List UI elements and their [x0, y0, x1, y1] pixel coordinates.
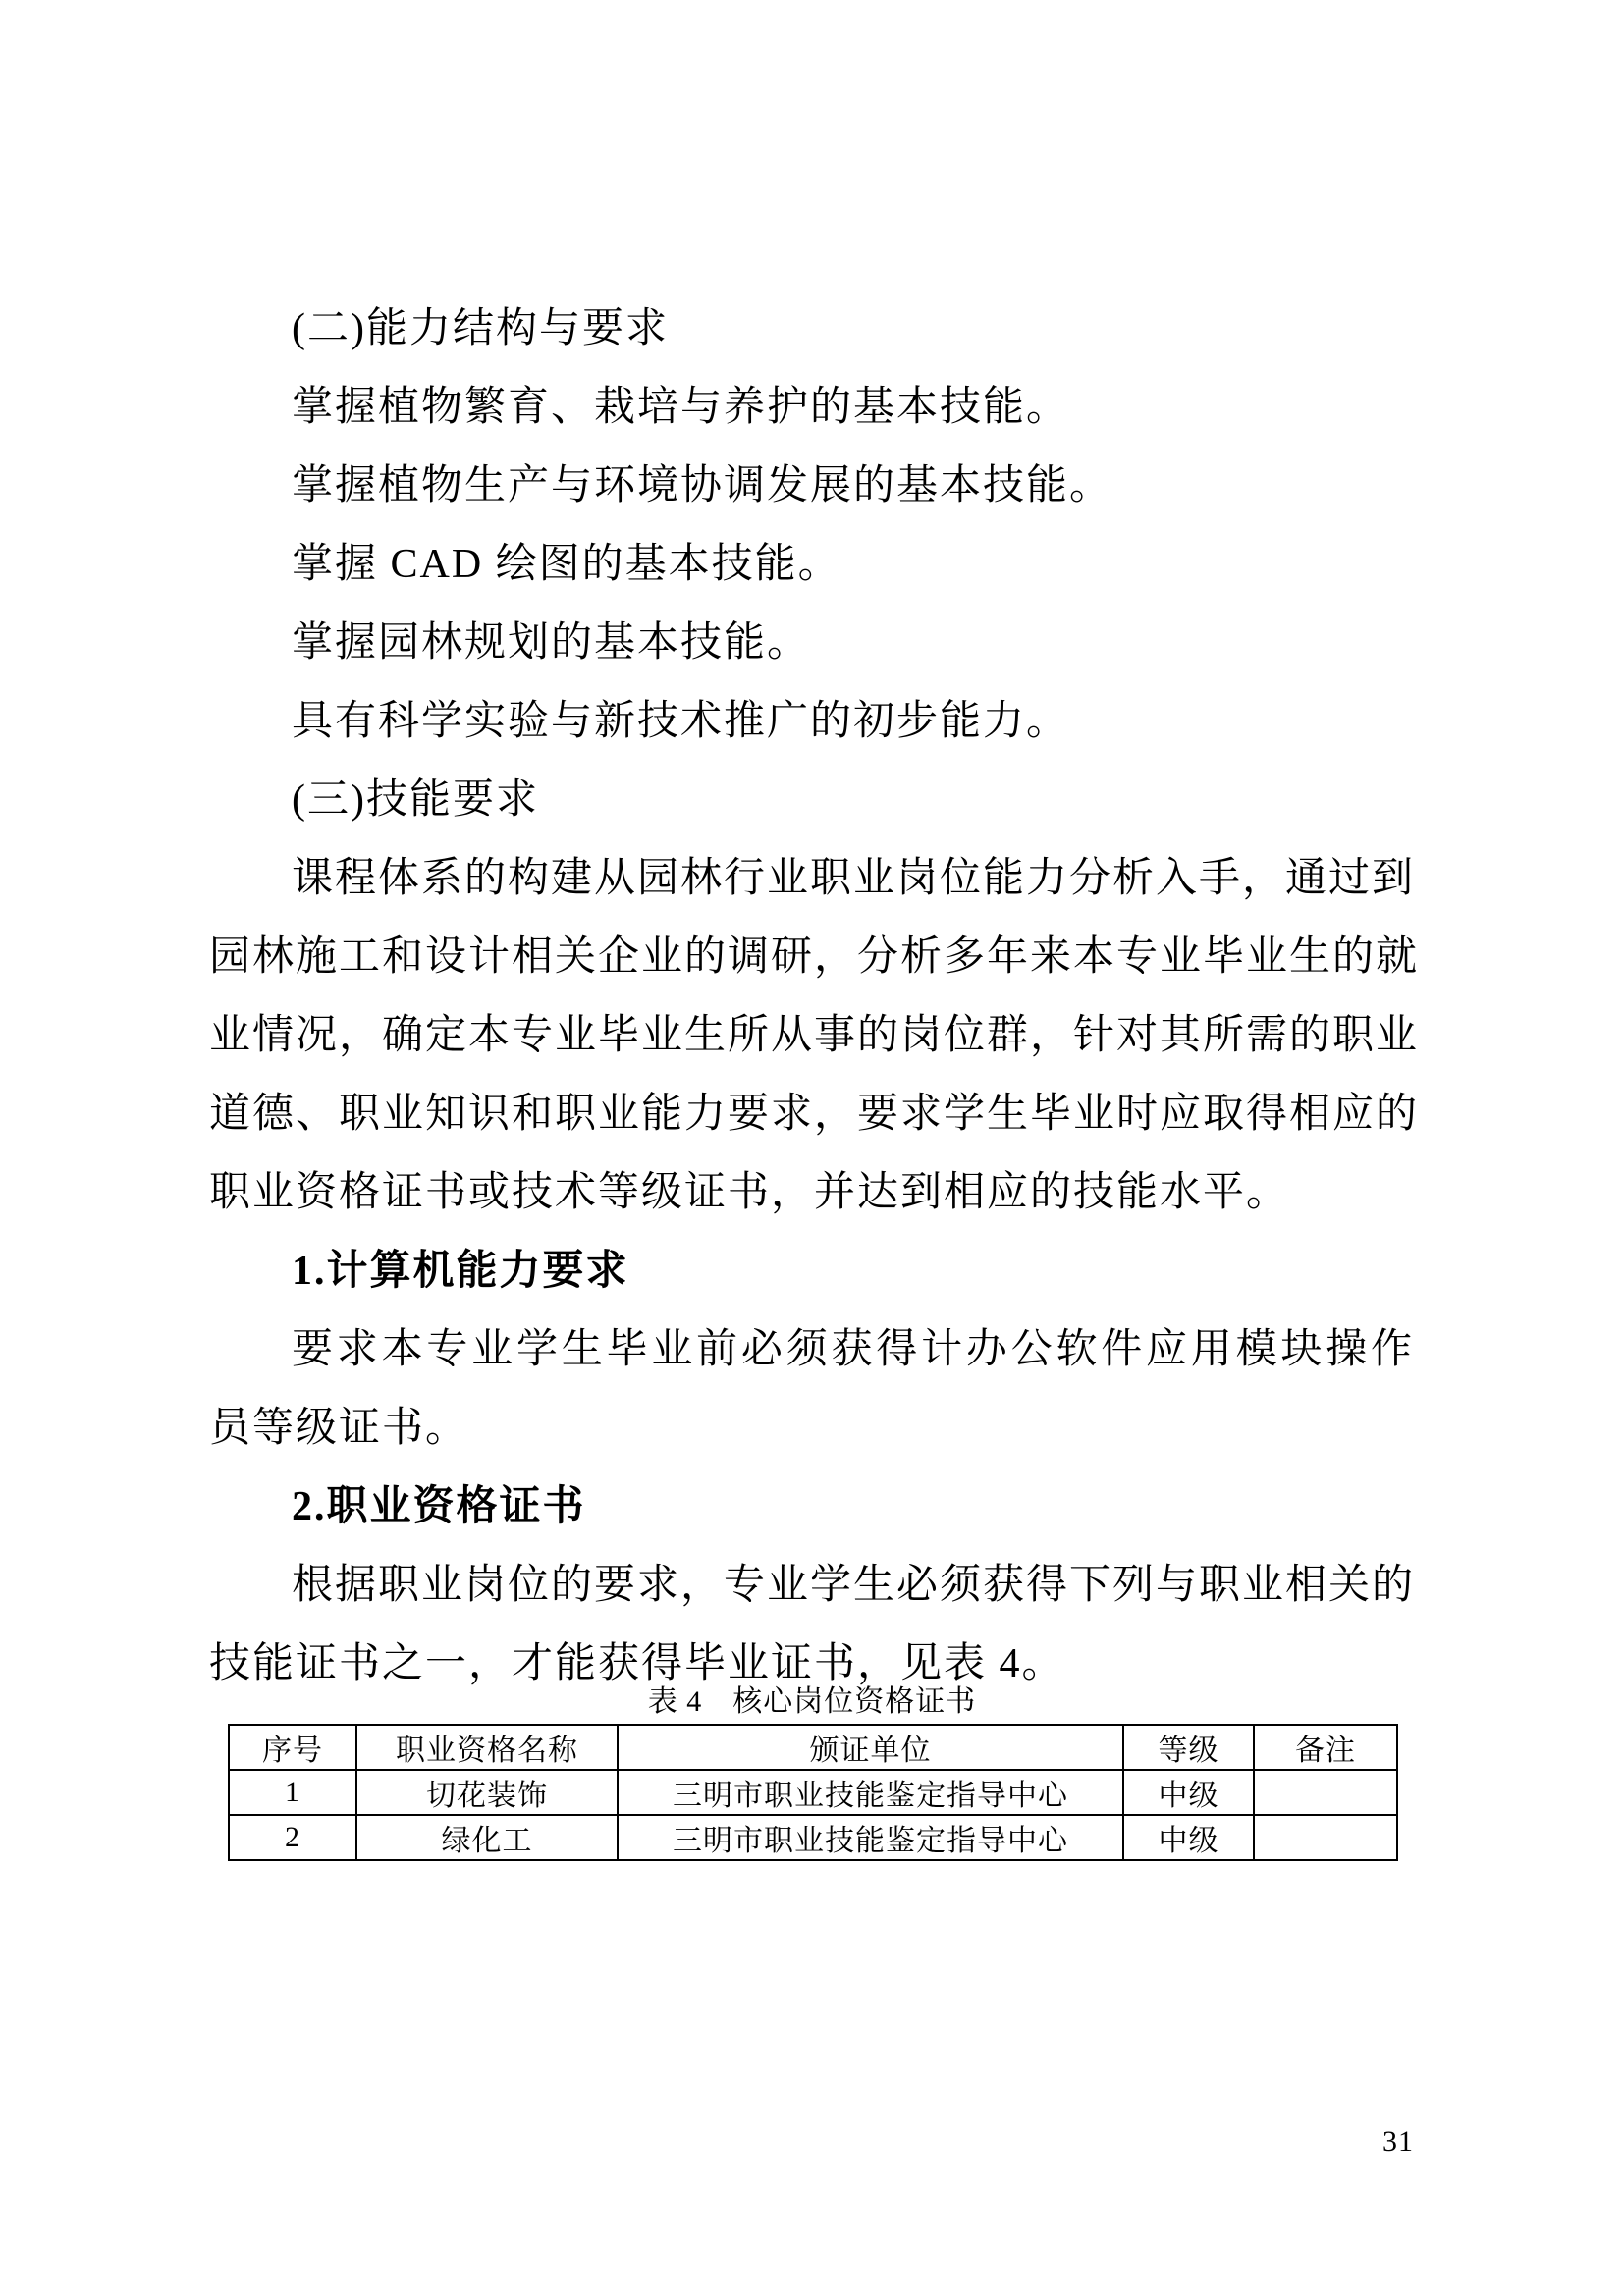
paragraph-line: 课程体系的构建从园林行业职业岗位能力分析入手，通过到: [292, 856, 1416, 901]
document-body: [209, 290, 1420, 1703]
table-cell: 绿化工: [356, 1815, 618, 1860]
paragraph-line: 员等级证书。: [209, 1406, 469, 1451]
subsection-heading: 2.职业资格证书: [292, 1484, 586, 1529]
table-cell: 中级: [1123, 1770, 1254, 1815]
table-header-cell: 备注: [1254, 1725, 1397, 1770]
table-caption: 表 4 核心岗位资格证书: [647, 1685, 977, 1718]
paragraph-line: 掌握园林规划的基本技能。: [292, 620, 811, 666]
table-cell: 中级: [1123, 1815, 1254, 1860]
table-cell: 切花装饰: [356, 1770, 618, 1815]
table-cell: [1254, 1770, 1397, 1815]
table-row: [229, 1815, 1397, 1860]
paragraph-line: 业情况，确定本专业毕业生所从事的岗位群，针对其所需的职业: [209, 1013, 1420, 1058]
table-header-cell: 等级: [1123, 1725, 1254, 1770]
subsection-heading: 1.计算机能力要求: [292, 1249, 629, 1294]
paragraph-line: 要求本专业学生毕业前必须获得计办公软件应用模块操作: [292, 1327, 1414, 1372]
paragraph-line: 具有科学实验与新技术推广的初步能力。: [292, 699, 1070, 744]
table-row: [229, 1770, 1397, 1815]
paragraph-line: 掌握植物生产与环境协调发展的基本技能。: [292, 463, 1113, 508]
paragraph-line: 园林施工和设计相关企业的调研，分析多年来本专业毕业生的就: [209, 934, 1420, 980]
table-cell: 三明市职业技能鉴定指导中心: [618, 1770, 1123, 1815]
table-header-cell: 序号: [229, 1725, 356, 1770]
paragraph-line: 根据职业岗位的要求，专业学生必须获得下列与职业相关的: [292, 1563, 1416, 1608]
section-heading: (二)能力结构与要求: [292, 306, 669, 351]
paragraph-line: 职业资格证书或技术等级证书，并达到相应的技能水平。: [209, 1170, 1290, 1215]
section-heading: (三)技能要求: [292, 777, 539, 823]
paragraph-line: 掌握 CAD 绘图的基本技能。: [292, 542, 841, 587]
paragraph-line: 道德、职业知识和职业能力要求，要求学生毕业时应取得相应的: [209, 1092, 1420, 1137]
page-number: 31: [1382, 2125, 1414, 2158]
table-cell: 三明市职业技能鉴定指导中心: [618, 1815, 1123, 1860]
paragraph-line: 掌握植物繁育、栽培与养护的基本技能。: [292, 385, 1070, 430]
table-header-cell: 职业资格名称: [356, 1725, 618, 1770]
qualification-table: [228, 1724, 1398, 1861]
table-cell: [1254, 1815, 1397, 1860]
table-cell: 2: [229, 1815, 356, 1860]
table-cell: 1: [229, 1770, 356, 1815]
paragraph-line: 技能证书之一，才能获得毕业证书，见表 4。: [209, 1641, 1065, 1686]
table-header-cell: 颁证单位: [618, 1725, 1123, 1770]
table-header-row: [229, 1725, 1397, 1770]
